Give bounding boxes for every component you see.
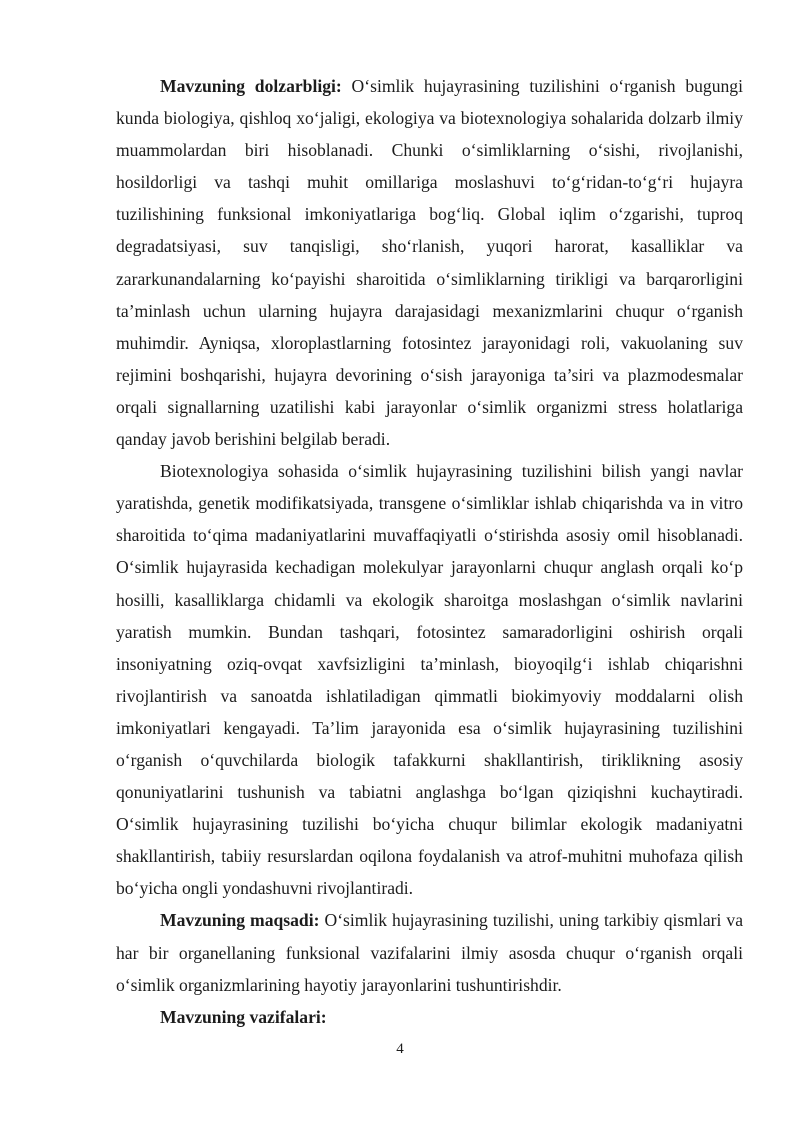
biotechnology-text: Biotexnologiya sohasida o‘simlik hujayrasining tuzilishini bilish yangi navlar yaratishda, genetik modifikatsiyada, transgene o‘simliklar ishlab chiqarishda va in vitro sharoitida to‘qima madaniyatlarini muvaffaqiyatli o‘stirishda asosiy omil hisoblanadi. O‘simlik hujayrasida kechadigan molekulyar jarayonlarni chuqur anglash orqali ko‘p hosilli, kasalliklarga chidamli va ekologik sharoitga moslashgan o‘simlik navlarini yaratish mumkin. Bundan tashqari, fotosintez samaradorligini oshirish orqali insoniyatning oziq-ovqat xavfsizligini ta’minlash, bioyoqilg‘i ishlab chiqarishni rivojlantirish va sanoatda ishlatiladigan qimmatli biokimyoviy moddalarni olish imkoniyatlari kengayadi. Ta’lim jarayonida esa o‘simlik hujayrasining tuzilishini o‘rganish o‘quvchilarda biologik tafakkurni shakllantirish, tiriklikning asosiy qonuniyatlarini tushunish va tabiatni anglashga bo‘lgan qiziqishni kuchaytiradi. O‘simlik hujayrasining tuzilishi bo‘yicha chuqur bilimlar ekologik madaniyatni shakllantirish, tabiiy resurslardan oqilona foydalanish va atrof-muhitni muhofaza qilish bo‘yicha ongli yondashuvni rivojlantiradi. [116, 461, 743, 899]
goal-heading: Mavzuning maqsadi: [160, 910, 320, 931]
relevance-text: O‘simlik hujayrasining tuzilishini o‘rganish bugungi kunda biologiya, qishloq xo‘jaligi, ekologiya va biotexnologiya sohalarida dolzarb ilmiy muammolardan biri hisoblanadi. Chunki o‘simliklarning o‘sishi, rivojlanishi, hosildorligi va tashqi muhit omillariga moslashuvi to‘g‘ridan-to‘g‘ri hujayra tuzilishining funksional imkoniyatlariga bog‘liq. Global iqlim o‘zgarishi, tuproq degradatsiyasi, suv tanqisligi, sho‘rlanish, yuqori harorat, kasalliklar va zararkunandalarning ko‘payishi sharoitida o‘simliklarning tirikligi va barqarorligini ta’minlash uchun ularning hujayra darajasidagi mexanizmlarini chuqur o‘rganish muhimdir. Ayniqsa, xloroplastlarning fotosintez jarayonidagi roli, vakuolaning suv rejimini boshqarishi, hujayra devorining o‘sish jarayoniga ta’siri va plazmodesmalar orqali signallarning uzatilishi kabi jarayonlar o‘simlik organizmi stress holatlariga qanday javob berishini belgilab beradi. [116, 76, 743, 450]
tasks-heading: Mavzuning vazifalari: [160, 1006, 327, 1027]
goal-text: O‘simlik hujayrasining tuzilishi, uning tarkibiy qismlari va har bir organellaning funksional vazifalarini ilmiy asosda chuqur o‘rganish orqali o‘simlik organizmlarining hayotiy jarayonlarini tushuntirishdir. [116, 910, 743, 995]
paragraph-tasks [116, 1001, 743, 1033]
paragraph-biotechnology [116, 455, 743, 904]
paragraph-relevance [116, 70, 743, 455]
page-number: 4 [396, 1041, 404, 1057]
paragraph-goal [116, 904, 743, 1000]
page-body [116, 70, 743, 1033]
relevance-heading: Mavzuning dolzarbligi: [160, 76, 342, 96]
